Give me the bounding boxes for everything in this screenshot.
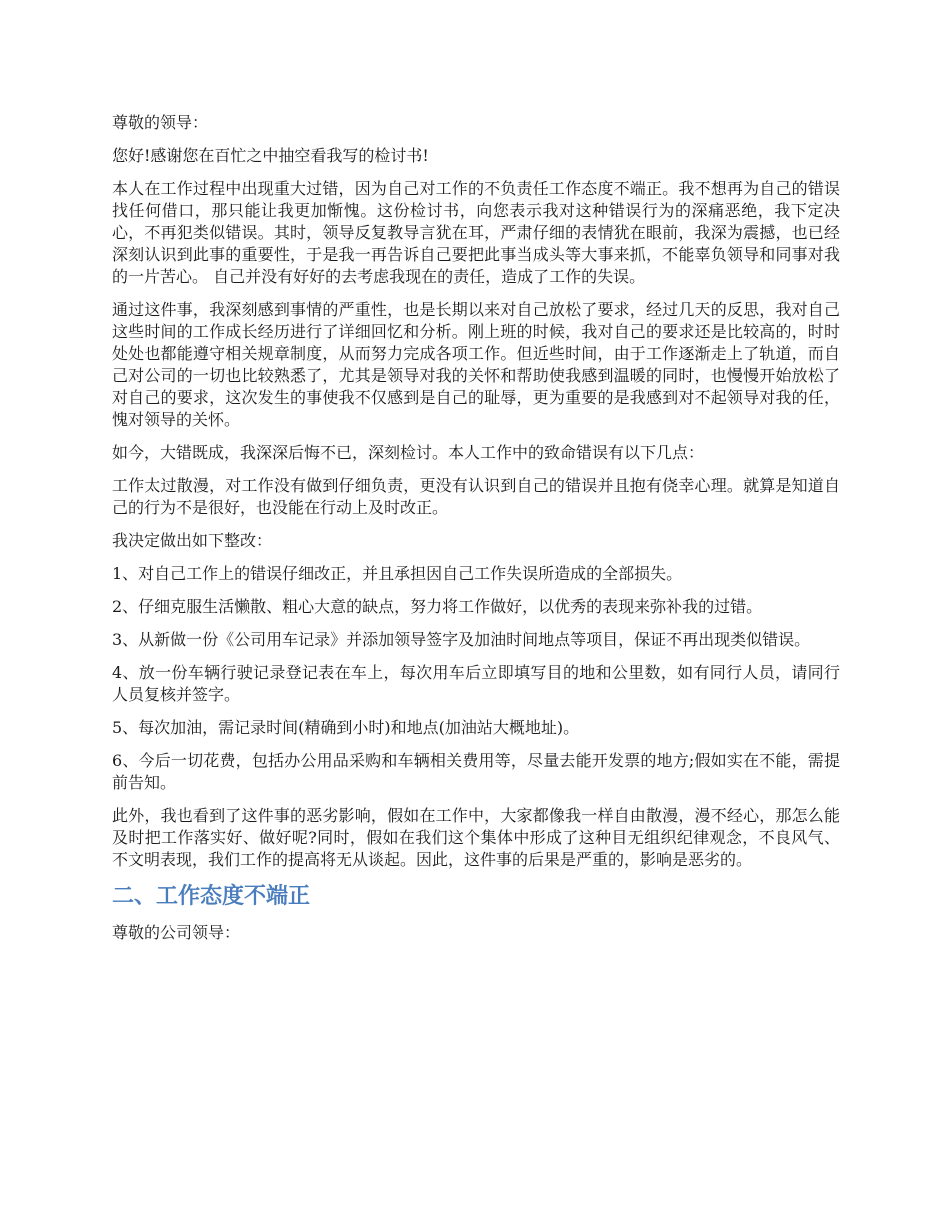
salutation: 尊敬的领导： xyxy=(112,113,209,132)
closing-salutation: 尊敬的公司领导： xyxy=(112,923,241,942)
body-paragraph: 此外，我也看到了这件事的恶劣影响，假如在工作中，大家都像我一样自由散漫，漫不经心，那怎么能及时把工作落实好、做好呢?同时，假如在我们这个集体中形成了这种目无组织纪律观念，不良风气、不文明表现，我们工作的提高将无从谈起。因此，这件事的后果是严重的，影响是恶劣的。 xyxy=(112,806,840,869)
document-page xyxy=(112,112,840,955)
section-heading: 二、工作态度不端正 xyxy=(112,884,311,909)
list-item: 1、对自己工作上的错误仔细改正，并且承担因自己工作失误所造成的全部损失。 xyxy=(112,564,683,583)
list-item: 4、放一份车辆行驶记录登记表在车上，每次用车后立即填写目的地和公里数，如有同行人员，请同行人员复核并签字。 xyxy=(112,663,840,704)
list-item: 6、今后一切花费，包括办公用品采购和车辆相关费用等，尽量去能开发票的地方;假如实在不能，需提前告知。 xyxy=(112,751,840,792)
greeting: 您好!感谢您在百忙之中抽空看我写的检讨书! xyxy=(112,146,429,165)
list-item: 2、仔细克服生活懒散、粗心大意的缺点，努力将工作做好，以优秀的表现来弥补我的过错。 xyxy=(112,597,763,616)
body-paragraph: 我决定做出如下整改： xyxy=(112,531,273,550)
list-item: 5、每次加油，需记录时间(精确到小时)和地点(加油站大概地址)。 xyxy=(112,718,580,737)
body-paragraph: 通过这件事，我深刻感到事情的严重性，也是长期以来对自己放松了要求，经过几天的反思，我对自己这些时间的工作成长经历进行了详细回忆和分析。刚上班的时候，我对自己的要求还是比较高的，时时处处也都能遵守相关规章制度，从而努力完成各项工作。但近些时间，由于工作逐渐走上了轨道，而自己对公司的一切也比较熟悉了，尤其是领导对我的关怀和帮助使我感到温暖的同时，也慢慢开始放松了对自己的要求，这次发生的事使我不仅感到是自己的耻辱，更为重要的是我感到对不起领导对我的任，愧对领导的关怀。 xyxy=(112,300,840,429)
body-paragraph: 本人在工作过程中出现重大过错，因为自己对工作的不负责任工作态度不端正。我不想再为自己的错误找任何借口，那只能让我更加惭愧。这份检讨书，向您表示我对这种错误行为的深痛恶绝，我下定决心，不再犯类似错误。其时，领导反复教导言犹在耳，严肃仔细的表情犹在眼前，我深为震撼，也已经深刻认识到此事的重要性，于是我一再告诉自己要把此事当成头等大事来抓，不能辜负领导和同事对我的一片苦心。 自己并没有好好的去考虑我现在的责任，造成了工作的失误。 xyxy=(112,179,840,286)
body-paragraph: 如今，大错既成，我深深后悔不已，深刻检讨。本人工作中的致命错误有以下几点： xyxy=(112,443,705,462)
body-paragraph: 工作太过散漫，对工作没有做到仔细负责，更没有认识到自己的错误并且抱有侥幸心理。就算是知道自己的行为不是很好，也没能在行动上及时改正。 xyxy=(112,476,840,517)
list-item: 3、从新做一份《公司用车记录》并添加领导签字及加油时间地点等项目，保证不再出现类似错误。 xyxy=(112,630,811,649)
